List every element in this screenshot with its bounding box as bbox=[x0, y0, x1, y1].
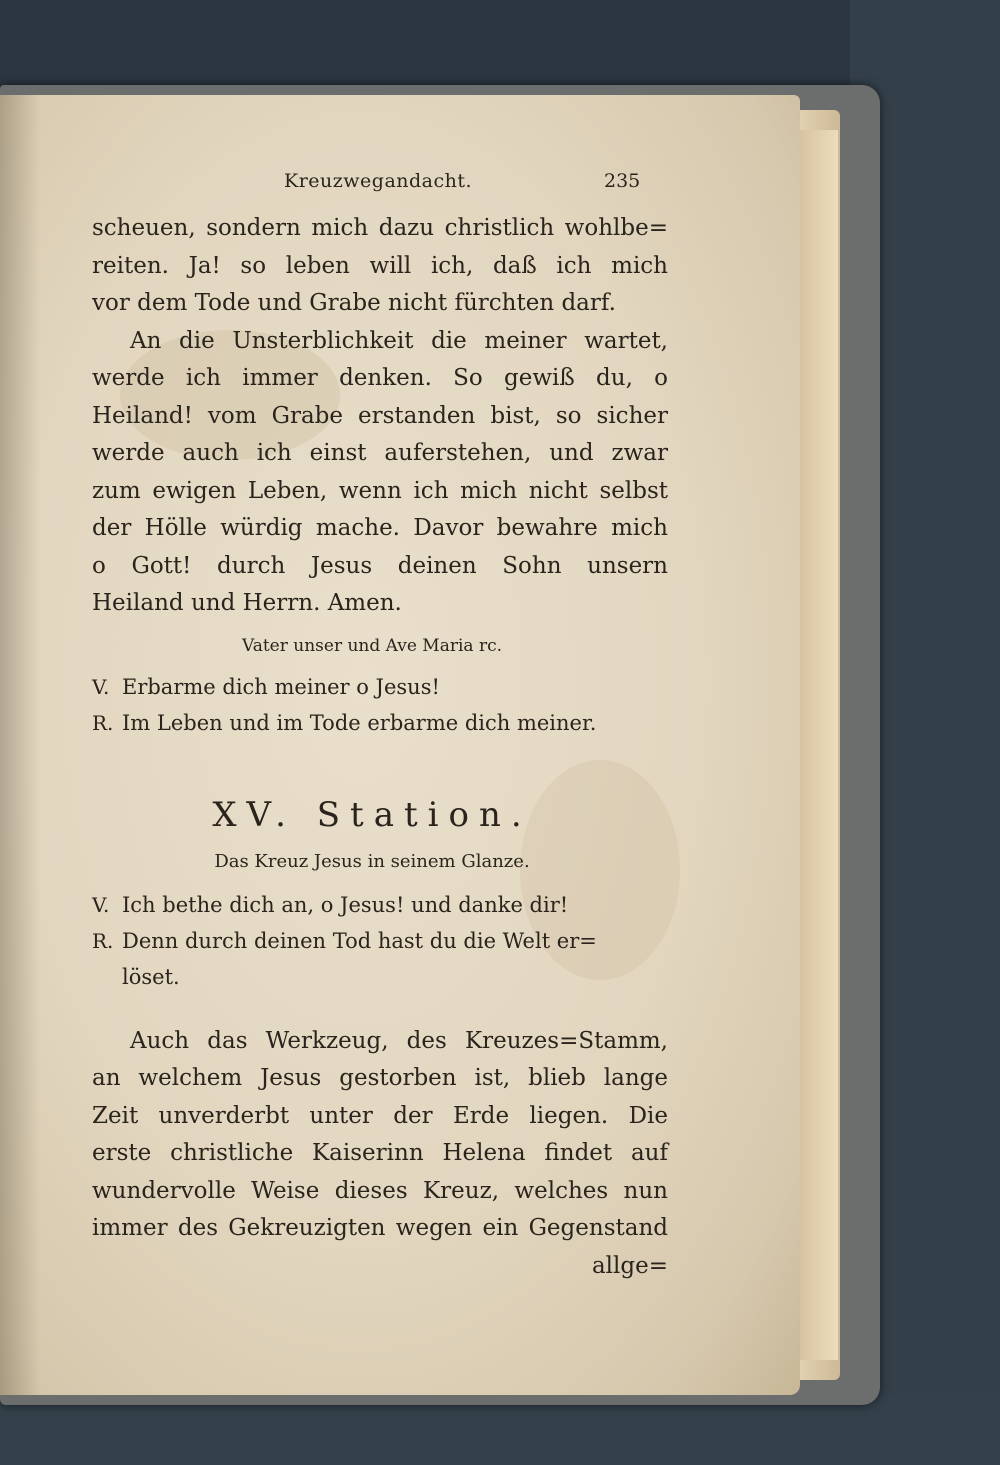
versicle-text: Erbarme dich meiner o Jesus! bbox=[122, 674, 440, 699]
station-subtitle: Das Kreuz Jesus in seinem Glanze. bbox=[214, 850, 530, 872]
response-symbol: R. bbox=[92, 710, 114, 735]
text-line: zum ewigen Leben, wenn ich mich nicht selbst bbox=[92, 477, 668, 504]
scan-background-bottom bbox=[0, 1395, 1000, 1465]
text-line: reiten. Ja! so leben will ich, daß ich mich bbox=[92, 252, 668, 279]
text-line: Zeit unverderbt unter der Erde liegen. Die bbox=[92, 1102, 668, 1129]
text-line: Heiland und Herrn. Amen. bbox=[92, 590, 402, 616]
text-line: o Gott! durch Jesus deinen Sohn unsern bbox=[92, 552, 668, 579]
text-line: scheuen, sondern mich dazu christlich wohlbe= bbox=[92, 215, 668, 241]
text-line: An die Unsterblichkeit die meiner wartet, bbox=[130, 327, 668, 354]
paragraph-2 bbox=[92, 323, 672, 623]
text-line: werde ich immer denken. So gewiß du, o bbox=[92, 365, 668, 391]
text-line: Heiland! vom Grabe erstanden bist, so sicher bbox=[92, 402, 668, 429]
running-head bbox=[92, 170, 672, 210]
versicle-1 bbox=[92, 669, 672, 705]
catchword: allge= bbox=[591, 1252, 668, 1279]
text-line: erste christliche Kaiserinn Helena findet auf bbox=[92, 1140, 668, 1166]
text-line: werde auch ich einst auferstehen, und zwar bbox=[92, 440, 668, 466]
text-line: immer des Gekreuzigten wegen ein Gegenstand bbox=[92, 1215, 668, 1241]
page-edge-inner bbox=[800, 130, 838, 1360]
versicle-symbol: V. bbox=[92, 674, 110, 699]
response-1 bbox=[92, 705, 672, 741]
prayer-note: Vater unser und Ave Maria rc. bbox=[241, 635, 503, 656]
gutter-shadow bbox=[0, 95, 40, 1395]
text-line: vor dem Tode und Grabe nicht fürchten darf. bbox=[92, 290, 616, 316]
paragraph-3 bbox=[92, 1023, 672, 1248]
response-continuation-text: löset. bbox=[122, 964, 180, 989]
text-line: der Hölle würdig mache. Davor bewahre mich bbox=[92, 515, 668, 541]
versicle-2 bbox=[92, 887, 672, 923]
page-text bbox=[92, 170, 672, 1285]
station-title: XV. Station. bbox=[212, 794, 532, 835]
response-2-continuation bbox=[92, 959, 672, 995]
text-line: an welchem Jesus gestorben ist, blieb lange bbox=[92, 1065, 668, 1091]
text-line: wundervolle Weise dieses Kreuz, welches nun bbox=[92, 1177, 668, 1204]
running-head-title: Kreuzwegandacht. bbox=[284, 170, 473, 192]
versicle-text: Ich bethe dich an, o Jesus! und danke dir! bbox=[122, 892, 569, 917]
response-symbol: R. bbox=[92, 928, 114, 953]
versicle-symbol: V. bbox=[92, 892, 110, 917]
paragraph-1 bbox=[92, 210, 672, 323]
response-text: Im Leben und im Tode erbarme dich meiner. bbox=[122, 710, 597, 735]
response-2 bbox=[92, 923, 672, 959]
page-number: 235 bbox=[604, 170, 641, 192]
response-text: Denn durch deinen Tod hast du die Welt er= bbox=[122, 928, 597, 953]
text-line: Auch das Werkzeug, des Kreuzes=Stamm, bbox=[130, 1027, 668, 1054]
